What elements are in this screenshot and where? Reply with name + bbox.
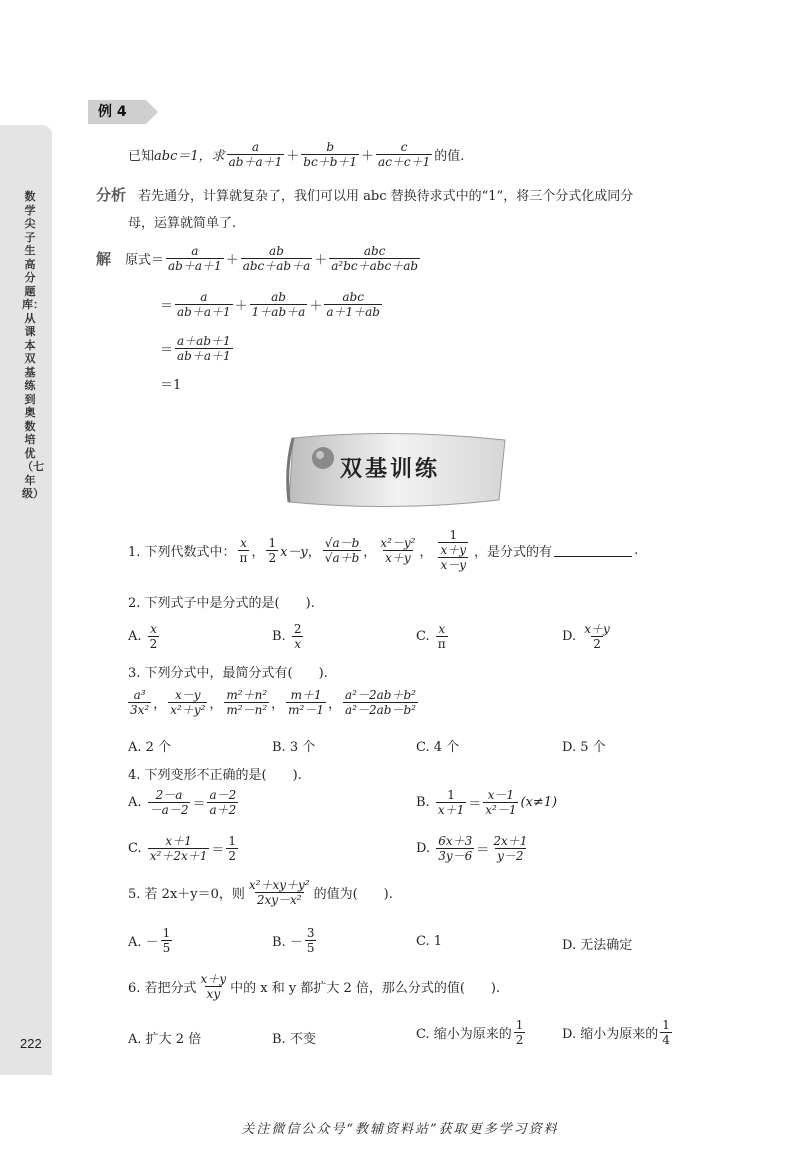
fraction: $\frac{\text{x²＋xy＋y²}}{\text{2xy－x²}}$ (248, 878, 310, 907)
problem-suffix: 的值. (434, 149, 465, 164)
question-4-stem: 4. 下列变形不正确的是( ). (128, 768, 302, 783)
q2-option-c[interactable]: C. $\frac{x}{\pi}$ (416, 622, 446, 651)
q4-option-b[interactable]: B. $\frac{1}{x+1}$ ＝ $\frac{x-1}{\text{x²－1}}$ (x≠1) (416, 788, 558, 817)
question-5-stem (128, 878, 393, 907)
analysis-line-1 (96, 184, 633, 205)
fraction: $\frac{\text{abc}}{\text{a²bc＋abc＋ab}}$ (331, 244, 419, 273)
solution-tag: 解 (96, 250, 112, 268)
solution-step-3: ＝ $\frac{a+ab+1}{ab+a+1}$ (160, 334, 231, 363)
page-number: 222 (20, 1036, 42, 1051)
fraction: $\frac{\text{a²－2ab＋b²}}{\text{a²－2ab－b²}}$ (345, 688, 416, 717)
example-problem: 已知 abc＝1，求 $\frac{a}{ab+a+1}$ ＋ $\frac{b}{bc+b+1}$ ＋ $\frac{c}{ac+c+1}$ 的值. (128, 140, 465, 169)
fraction: $\frac{a}{ab+a+1}$ (168, 244, 222, 273)
q5-suffix: 的值为( ). (313, 887, 393, 902)
footer-note: 关注微信公众号“教辅资料站”获取更多学习资料 (241, 1122, 559, 1137)
q4-option-a[interactable]: A. $\frac{2-a}{-a-2}$ ＝ $\frac{a-2}{a+2}$ (128, 788, 237, 817)
q2-option-a[interactable]: A. $\frac{x}{2}$ (128, 622, 158, 651)
fraction: $\frac{1}{2}$ (268, 535, 277, 565)
fraction: $\frac{\text{a³}}{\text{3x²}}$ (130, 688, 150, 717)
fraction: $\frac{c}{ac+c+1}$ (378, 140, 431, 169)
question-3-stem: 3. 下列分式中，最简分式有( ). (128, 666, 328, 681)
q4-option-c[interactable]: C. $\frac{x+1}{\text{x²＋2x＋1}}$ ＝ $\frac{1}{2}$ (128, 834, 237, 863)
fraction: $\frac{\text{x²－y²}}{x+y}$ (380, 535, 416, 565)
fraction: $\frac{ab}{1+ab+a}$ (251, 290, 306, 319)
q1-prefix: 1. 下列代数式中： (128, 544, 236, 560)
analysis-text-2: 母，运算就简单了. (128, 216, 237, 231)
q2-option-b[interactable]: B. $\frac{2}{x}$ (272, 622, 302, 651)
question-6-stem (128, 972, 500, 1001)
q3-option-a[interactable]: A. 2 个 (128, 740, 172, 755)
compound-fraction: $\frac{\frac{1}{x+y}}{x-y}$ (440, 528, 467, 572)
fraction: $\frac{m+1}{\text{m²－1}}$ (288, 688, 324, 717)
q6-prefix: 6. 若把分式 (128, 981, 197, 996)
q6-option-d[interactable]: D. 缩小为原来的 $\frac{1}{4}$ (562, 1018, 670, 1047)
fraction: $\frac{1}{x+y}$ (440, 528, 467, 557)
q1-end: . (634, 542, 639, 558)
q6-suffix: 中的 x 和 y 都扩大 2 倍，那么分式的值( ). (230, 981, 501, 996)
question-2-stem: 2. 下列式子中是分式的是( ). (128, 596, 315, 611)
q5-option-c[interactable]: C. 1 (416, 934, 443, 949)
solution-step-2: ＝ $\frac{a}{ab+a+1}$ ＋ $\frac{ab}{1+ab+a}$ ＋ $\frac{\text{abc}}{a+1+ab}$ (160, 290, 380, 319)
q5-prefix: 5. 若 2x＋y＝0，则 (128, 887, 245, 902)
q3-option-b[interactable]: B. 3 个 (272, 740, 316, 755)
question-1: 1. 下列代数式中： $\frac{x}{\pi}$ ， $\frac{1}{2}$ x－y ， $\frac{√a-b}{√a+b}$ ， $\frac{\text{x²－y²}}{x+y}$ ， $\frac{\frac{1}{x+y}}{x-y}$ ，是分式的有 . (128, 528, 639, 572)
analysis-text-1: 若先通分，计算就复杂了，我们可以用 abc 替换待求式中的“1”，将三个分式化成同分 (138, 189, 634, 204)
fraction: $\frac{\text{abc}}{a+1+ab}$ (326, 290, 380, 319)
analysis-tag: 分析 (96, 186, 127, 204)
q2-option-d[interactable]: D. $\frac{x+y}{2}$ (562, 622, 610, 651)
fraction: $\frac{b}{bc+b+1}$ (303, 140, 358, 169)
book-title-vertical: 数学尖子生高分题库：从课本双基练到奥数培优（七年级） (22, 190, 44, 500)
q1-expr-b-rest: x－y (280, 544, 308, 560)
fraction: $\frac{x-y}{\text{x²＋y²}}$ (170, 688, 206, 717)
q1-suffix: ，是分式的有 (474, 544, 553, 560)
q5-option-d[interactable]: D. 无法确定 (562, 938, 633, 953)
q5-option-b[interactable]: B. － $\frac{3}{5}$ (272, 926, 315, 955)
q6-option-a[interactable]: A. 扩大 2 倍 (128, 1032, 202, 1047)
q5-option-a[interactable]: A. － $\frac{1}{5}$ (128, 926, 171, 955)
fraction: $\frac{a}{ab+a+1}$ (177, 290, 231, 319)
q3-expressions: $\frac{\text{a³}}{\text{3x²}}$ ， $\frac{x-y}{\text{x²＋y²}}$ ， $\frac{\text{m²＋n²}}{\text{m²－n²}}$ ， $\frac{m+1}{\text{m²－1}}$ ， $\frac{\text{a²－2ab＋b²}}{\text{a²－2ab－b²}}$ (130, 688, 416, 717)
q3-option-d[interactable]: D. 5 个 (562, 740, 606, 755)
fraction: $\frac{a+ab+1}{ab+a+1}$ (177, 334, 231, 363)
solution-step-1: 解 原式＝ $\frac{a}{ab+a+1}$ ＋ $\frac{ab}{\text{abc＋ab＋a}}$ ＋ $\frac{\text{abc}}{\text{a²bc＋abc＋ab}}$ (96, 244, 419, 273)
solution-step-4: ＝1 (160, 378, 182, 393)
example-label: 例 4 (88, 100, 146, 124)
q6-option-b[interactable]: B. 不变 (272, 1032, 316, 1047)
section-title: 双基训练 (340, 457, 441, 482)
q6-option-c[interactable]: C. 缩小为原来的 $\frac{1}{2}$ (416, 1018, 524, 1047)
fraction: $\frac{ab}{\text{abc＋ab＋a}}$ (242, 244, 311, 273)
fraction: $\frac{\text{m²＋n²}}{\text{m²－n²}}$ (226, 688, 268, 717)
q3-option-c[interactable]: C. 4 个 (416, 740, 460, 755)
problem-condition: abc＝1，求 (154, 149, 225, 164)
solution-start: 原式＝ (125, 253, 165, 268)
fraction: $\frac{√a-b}{√a+b}$ (324, 535, 360, 565)
answer-blank[interactable] (554, 544, 632, 557)
problem-prefix: 已知 (128, 149, 155, 164)
fraction: $\frac{x}{\pi}$ (239, 535, 248, 565)
fraction: $\frac{x+y}{xy}$ (200, 972, 227, 1001)
fraction: $\frac{a}{ab+a+1}$ (228, 140, 283, 169)
q4-option-d[interactable]: D. $\frac{6x+3}{3y-6}$ ＝ $\frac{2x+1}{y-2}$ (416, 834, 528, 863)
